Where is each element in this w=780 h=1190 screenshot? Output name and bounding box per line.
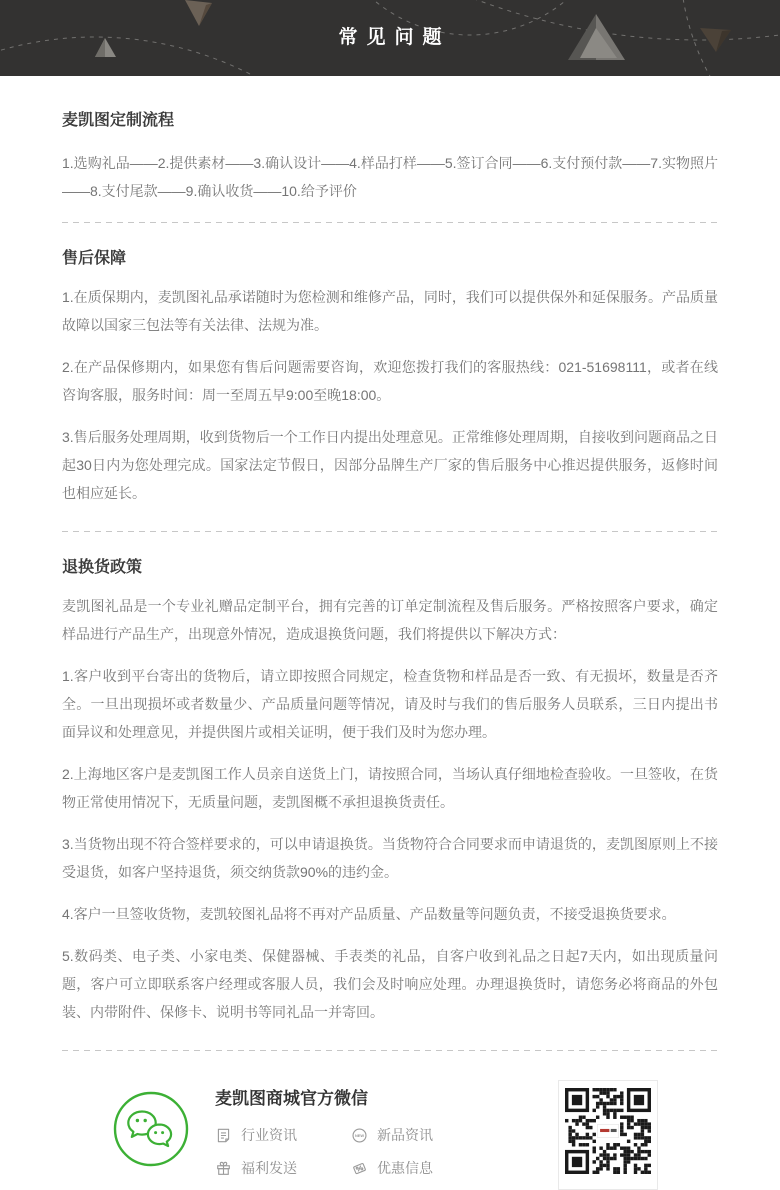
feature-label: 优惠信息 [377, 1160, 433, 1176]
returns-paragraph: 5.数码类、电子类、小家电类、保健器械、手表类的礼品，自客户收到礼品之日起7天内，如出现质量问题，客户可立即联系客户经理或客服人员，我们会及时响应处理。办理退换货时，请您务必将商品的外包装、内带附件、保修卡、说明书等同礼品一并寄回。 [62, 948, 718, 1020]
returns-paragraph: 1.客户收到平台寄出的货物后，请立即按照合同规定，检查货物和样品是否一致、有无损坏，数量是否齐全。一旦出现损坏或者数量少、产品质量问题等情况，请及时与我们的售后服务人员联系，三日内提出书面异议和处理意见，并提供图片或相关证明，便于我们及时为您办理。 [62, 668, 718, 740]
returns-intro: 麦凯图礼品是一个专业礼赠品定制平台，拥有完善的订单定制流程及售后服务。严格按照客户要求，确定样品进行产品生产，出现意外情况，造成退换货问题，我们将提供以下解决方式： [62, 598, 718, 642]
gift-icon [215, 1160, 232, 1177]
after-sales-paragraph: 2.在产品保修期内，如果您有售后问题需要咨询，欢迎您拨打我们的客服热线：021-51698111，或者在线咨询客服，服务时间：周一至周五早9:00至晚18:00。 [62, 359, 718, 403]
section-after-sales [62, 249, 718, 507]
feature-discounts [351, 1158, 433, 1178]
section-returns [62, 558, 718, 1026]
wechat-info [215, 1080, 433, 1178]
feature-new-products [351, 1125, 433, 1145]
page-header [0, 0, 780, 76]
process-heading: 麦凯图定制流程 [62, 112, 175, 129]
after-sales-paragraph: 3.售后服务处理周期，收到货物后一个工作日内提出处理意见。正常维修处理周期，自接收到问题商品之日起30日内为您处理完成。国家法定节假日，因部分品牌生产厂家的售后服务中心推迟提供服务，返修时间也相应延长。 [62, 429, 718, 501]
page-title: 常见问题 [338, 27, 451, 48]
returns-heading: 退换货政策 [62, 559, 143, 576]
process-steps: 1.选购礼品——2.提供素材——3.确认设计——4.样品打样——5.签订合同——6.支付预付款——7.实物照片——8.支付尾款——9.确认收货——10.给予评价 [62, 155, 718, 199]
wechat-icon [112, 1090, 190, 1168]
qr-code [558, 1080, 658, 1190]
dashed-divider [62, 531, 718, 532]
after-sales-paragraph: 1.在质保期内，麦凯图礼品承诺随时为您检测和维修产品，同时，我们可以提供保外和延保服务。产品质量故障以国家三包法等有关法律、法规为准。 [62, 289, 718, 333]
feature-industry-news [215, 1125, 351, 1145]
svg-text:NEW: NEW [354, 1132, 365, 1138]
coupon-icon [351, 1160, 368, 1177]
wechat-feature-grid [215, 1125, 433, 1178]
feature-label: 行业资讯 [241, 1127, 297, 1143]
dashed-divider [62, 222, 718, 223]
wechat-footer [62, 1080, 718, 1190]
new-badge-icon [351, 1127, 368, 1144]
returns-paragraph: 3.当货物出现不符合签样要求的，可以申请退换货。当货物符合合同要求而申请退货的，麦凯图原则上不接受退货，如客户坚持退货，须交纳货款90%的违约金。 [62, 836, 718, 880]
content [0, 111, 780, 1190]
after-sales-heading: 售后保障 [62, 250, 127, 267]
dashed-divider [62, 1050, 718, 1051]
returns-paragraph: 2.上海地区客户是麦凯图工作人员亲自送货上门，请按照合同，当场认真仔细地检查验收。一旦签收，在货物正常使用情况下，无质量问题，麦凯图概不承担退换货责任。 [62, 766, 718, 810]
news-doc-icon [215, 1127, 232, 1144]
returns-paragraph: 4.客户一旦签收货物，麦凯较图礼品将不再对产品质量、产品数量等问题负责，不接受退换货要求。 [62, 906, 676, 922]
feature-benefits [215, 1158, 351, 1178]
feature-label: 新品资讯 [377, 1127, 433, 1143]
wechat-title: 麦凯图商城官方微信 [215, 1089, 368, 1108]
feature-label: 福利发送 [241, 1160, 297, 1176]
section-process [62, 111, 718, 205]
